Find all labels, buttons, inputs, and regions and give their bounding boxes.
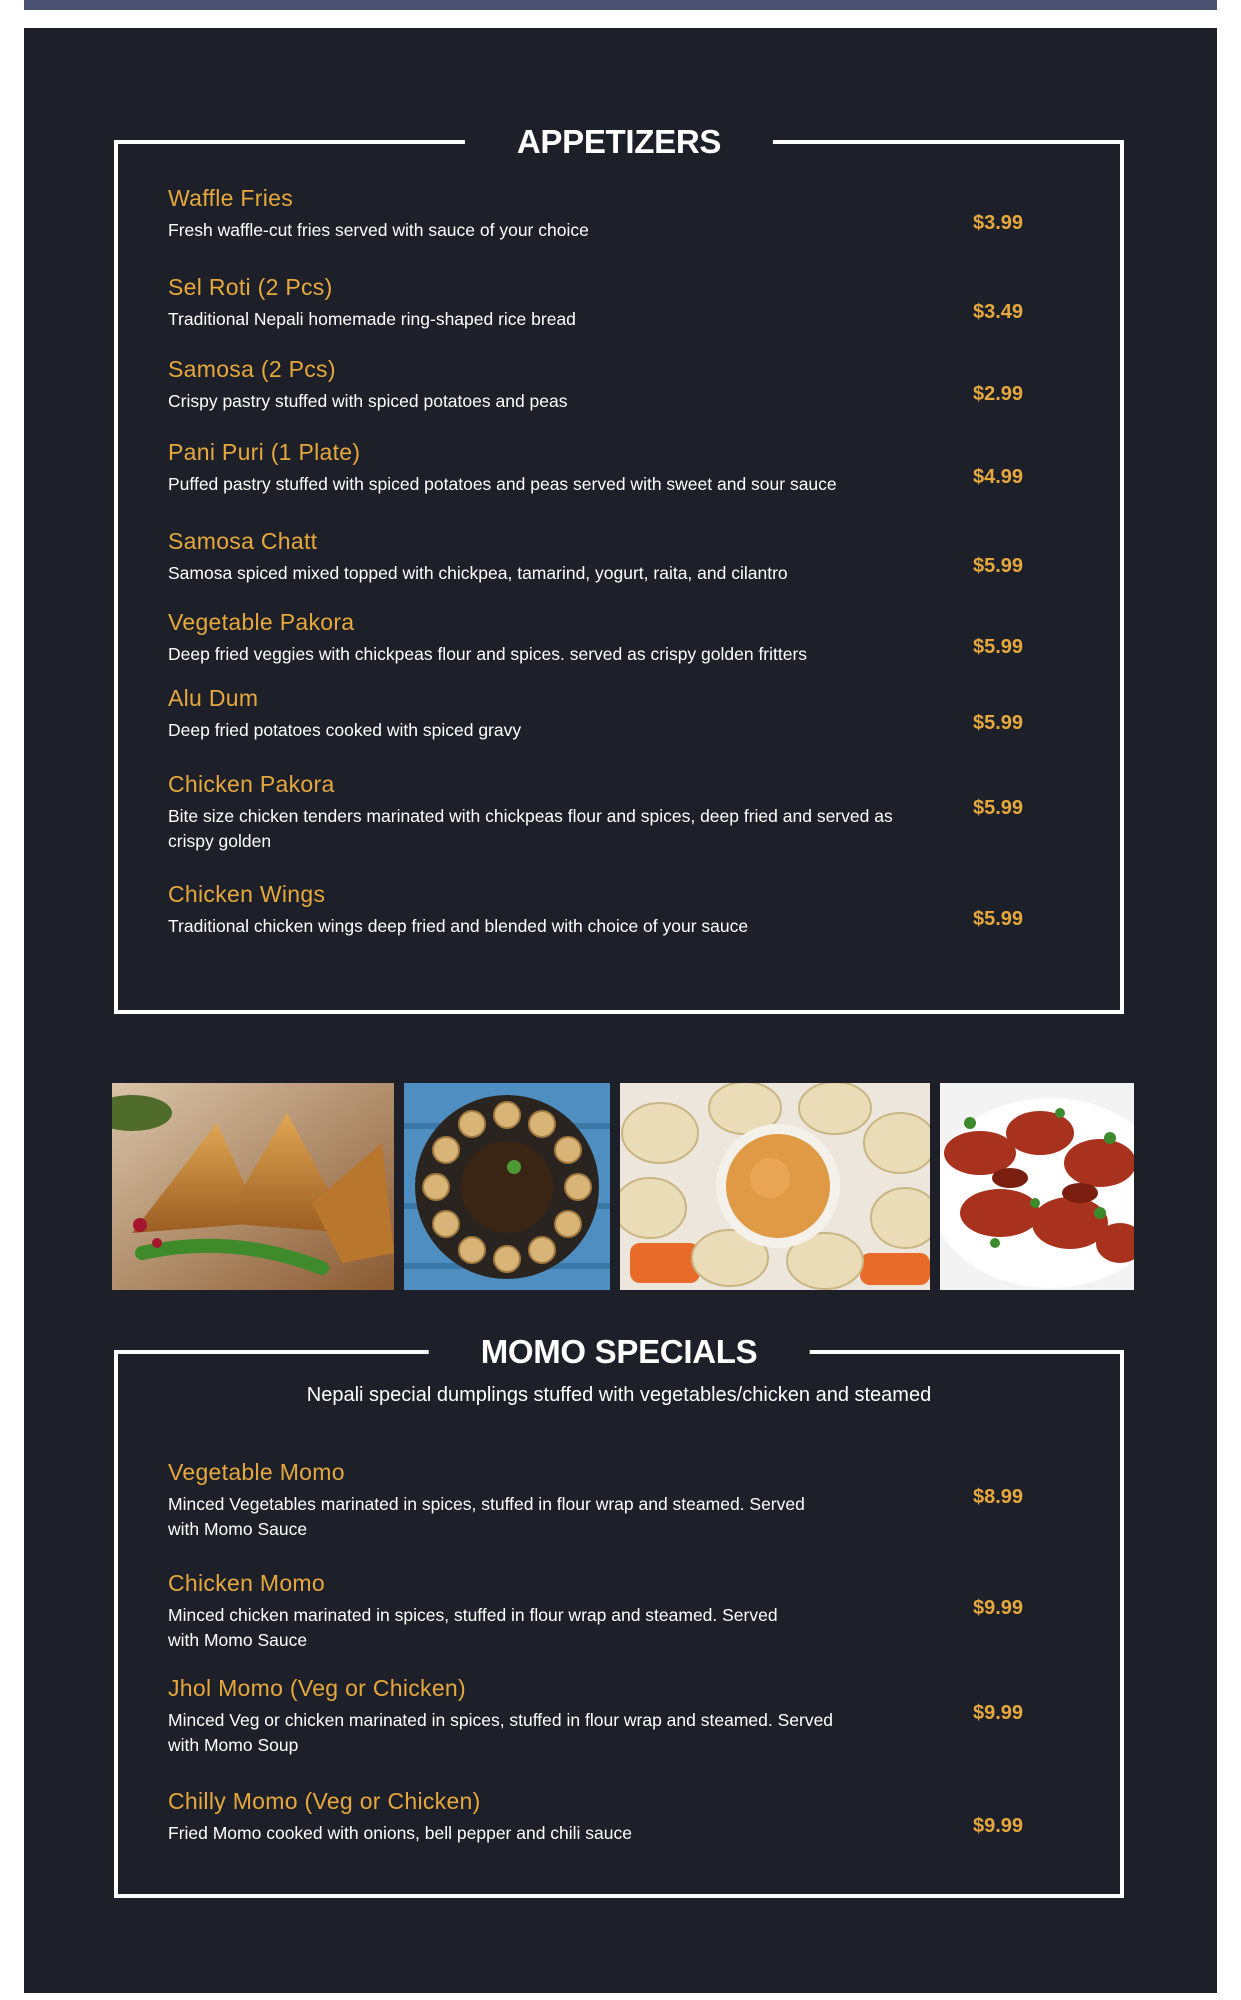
menu-item: [168, 1787, 1068, 1846]
item-price: $9.99: [973, 1702, 1024, 1724]
item-description: Bite size chicken tenders marinated with chickpeas flour and spices, deep fried and served as crispy golden: [168, 806, 893, 851]
appetizers-section: [114, 123, 1124, 1014]
menu-item: [168, 438, 1068, 497]
momo-specials-title: MOMO SPECIALS: [429, 1320, 810, 1384]
item-description: Puffed pastry stuffed with spiced potatoes and peas served with sweet and sour sauce: [168, 474, 837, 494]
menu-item: [168, 770, 1068, 854]
item-name: Samosa Chatt: [168, 528, 318, 554]
item-price: $5.99: [973, 797, 1024, 819]
item-name: Pani Puri (1 Plate): [168, 439, 361, 465]
item-description: Fried Momo cooked with onions, bell pepper and chili sauce: [168, 1823, 633, 1843]
item-price: $9.99: [973, 1815, 1024, 1837]
item-name: Alu Dum: [168, 685, 259, 711]
menu-item: [168, 1458, 1068, 1542]
item-name: Samosa (2 Pcs): [168, 356, 336, 382]
item-name: Vegetable Momo: [168, 1459, 345, 1485]
menu-item: [168, 355, 1068, 414]
item-description: Crispy pastry stuffed with spiced potatoes and peas: [168, 391, 568, 411]
item-price: $8.99: [973, 1486, 1024, 1508]
item-price: $3.49: [973, 301, 1024, 323]
item-price: $9.99: [973, 1597, 1024, 1619]
menu-item: [168, 184, 1068, 243]
item-name: Chicken Momo: [168, 1570, 325, 1596]
item-name: Sel Roti (2 Pcs): [168, 274, 333, 300]
menu-item: [168, 684, 1068, 743]
appetizers-title: APPETIZERS: [465, 110, 773, 174]
item-price: $4.99: [973, 466, 1024, 488]
item-description: Traditional chicken wings deep fried and blended with choice of your sauce: [168, 916, 749, 936]
momo-photo: [620, 1083, 930, 1290]
item-price: $5.99: [973, 712, 1024, 734]
samosa-photo: [112, 1083, 394, 1290]
item-description: Deep fried veggies with chickpeas flour and spices. served as crispy golden fritters: [168, 644, 808, 664]
item-name: Waffle Fries: [168, 185, 294, 211]
menu-item: [168, 880, 1068, 939]
menu-item: [168, 527, 1068, 586]
item-price: $3.99: [973, 212, 1024, 234]
item-price: $5.99: [973, 636, 1024, 658]
item-price: $5.99: [973, 908, 1024, 930]
menu-item: [168, 273, 1068, 332]
item-description: Minced Vegetables marinated in spices, stuffed in flour wrap and steamed. Served with Momo Sauce: [168, 1494, 805, 1539]
menu-item: [168, 608, 1068, 667]
item-description: Minced Veg or chicken marinated in spices, stuffed in flour wrap and steamed. Served with Momo Soup: [168, 1710, 834, 1755]
item-price: $5.99: [973, 555, 1024, 577]
item-description: Deep fried potatoes cooked with spiced gravy: [168, 720, 522, 740]
pani-puri-photo: [404, 1083, 610, 1290]
momo-specials-section: [114, 1333, 1124, 1898]
item-name: Chilly Momo (Veg or Chicken): [168, 1788, 481, 1814]
chicken-wings-photo: [940, 1083, 1134, 1290]
item-name: Jhol Momo (Veg or Chicken): [168, 1675, 466, 1701]
menu-page: [24, 28, 1217, 1993]
item-price: $2.99: [973, 383, 1024, 405]
item-name: Chicken Wings: [168, 881, 326, 907]
item-name: Chicken Pakora: [168, 771, 335, 797]
momo-specials-subtitle: Nepali special dumplings stuffed with vegetables/chicken and steamed: [306, 1384, 932, 1406]
item-description: Fresh waffle-cut fries served with sauce of your choice: [168, 220, 589, 240]
top-bar: [24, 0, 1217, 10]
item-description: Minced chicken marinated in spices, stuffed in flour wrap and steamed. Served with Momo Sauce: [168, 1605, 778, 1650]
item-name: Vegetable Pakora: [168, 609, 355, 635]
item-description: Traditional Nepali homemade ring-shaped rice bread: [168, 309, 576, 329]
item-description: Samosa spiced mixed topped with chickpea, tamarind, yogurt, raita, and cilantro: [168, 563, 788, 583]
menu-item: [168, 1674, 1068, 1758]
menu-item: [168, 1569, 1068, 1653]
